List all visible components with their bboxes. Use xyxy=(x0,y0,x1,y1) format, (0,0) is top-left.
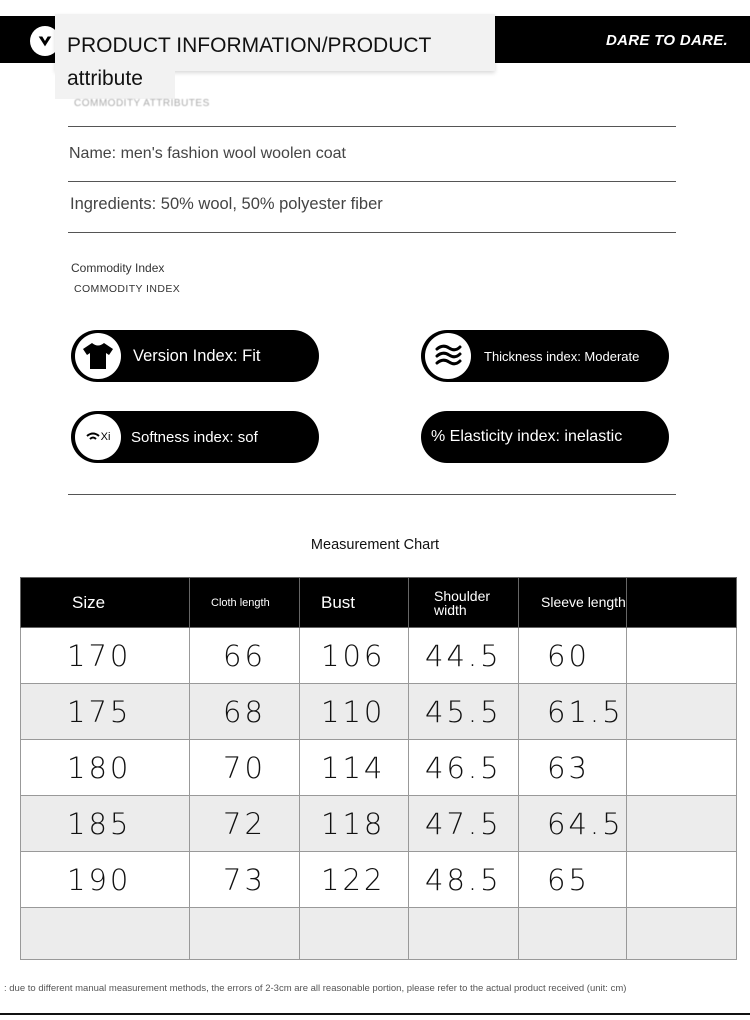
table-cell: 73 xyxy=(190,852,300,908)
table-cell: 106 xyxy=(300,628,409,684)
elasticity-index-text: % Elasticity index: inelastic xyxy=(431,428,623,445)
table-row xyxy=(21,628,737,684)
column-header: Bust xyxy=(300,578,409,628)
table-cell: 110 xyxy=(300,684,409,740)
table-cell: 63 xyxy=(519,740,627,796)
measurement-note: : due to different manual measurement methods, the errors of 2-3cm are all reasonable portion, please refer to the actual product received (unit: cm) xyxy=(4,983,627,994)
thickness-index-pill xyxy=(421,330,669,382)
table-cell xyxy=(627,684,737,740)
table-row xyxy=(21,740,737,796)
column-header: Cloth length xyxy=(190,578,300,628)
table-cell: 72 xyxy=(190,796,300,852)
product-name: Name: men's fashion wool woolen coat xyxy=(69,145,346,162)
brand-slogan: DARE TO DARE. xyxy=(606,32,728,49)
column-header: Sleeve length xyxy=(519,578,627,628)
table-cell: 61.5 xyxy=(519,684,627,740)
softness-index-text: Softness index: sof xyxy=(131,428,258,446)
divider xyxy=(68,232,676,233)
table-cell xyxy=(627,796,737,852)
table-cell: 180 xyxy=(21,740,190,796)
table-cell: 170 xyxy=(21,628,190,684)
measurement-table xyxy=(20,577,737,960)
table-cell xyxy=(627,908,737,960)
table-row xyxy=(21,852,737,908)
table-cell xyxy=(21,908,190,960)
page-title: PRODUCT INFORMATION/PRODUCT attribute xyxy=(67,34,432,90)
wifi-icon xyxy=(75,414,121,460)
measurement-chart-title: Measurement Chart xyxy=(310,537,440,553)
table-cell: 48.5 xyxy=(409,852,519,908)
table-row xyxy=(21,684,737,740)
commodity-index-label: Commodity Index xyxy=(71,261,165,275)
table-cell: 60 xyxy=(519,628,627,684)
layers-icon xyxy=(425,333,471,379)
divider xyxy=(68,126,676,127)
table-cell: 190 xyxy=(21,852,190,908)
table-cell: 68 xyxy=(190,684,300,740)
table-cell: 66 xyxy=(190,628,300,684)
divider xyxy=(68,181,676,182)
table-cell: 114 xyxy=(300,740,409,796)
table-cell: 47.5 xyxy=(409,796,519,852)
softness-index-pill xyxy=(71,411,319,463)
table-cell xyxy=(190,908,300,960)
table-cell: 70 xyxy=(190,740,300,796)
table-cell xyxy=(519,908,627,960)
table-header-row xyxy=(21,578,737,628)
divider xyxy=(68,494,676,495)
table-row xyxy=(21,796,737,852)
table-cell: 185 xyxy=(21,796,190,852)
product-ingredients: Ingredients: 50% wool, 50% polyester fiber xyxy=(70,195,383,213)
thickness-index-text: Thickness index: Moderate xyxy=(484,348,640,364)
table-cell: 65 xyxy=(519,852,627,908)
table-cell: 175 xyxy=(21,684,190,740)
elasticity-index-pill xyxy=(421,411,669,463)
column-header xyxy=(627,578,737,628)
table-cell xyxy=(627,628,737,684)
version-index-pill xyxy=(71,330,319,382)
table-cell: 122 xyxy=(300,852,409,908)
table-cell xyxy=(300,908,409,960)
table-row xyxy=(21,908,737,960)
column-header: Size xyxy=(21,578,190,628)
table-cell: 46.5 xyxy=(409,740,519,796)
softness-icon-text: Xi xyxy=(100,431,111,443)
page-subtitle: COMMODITY ATTRIBUTES xyxy=(74,98,210,109)
table-cell xyxy=(627,852,737,908)
version-index-text: Version Index: Fit xyxy=(133,346,261,365)
table-cell xyxy=(627,740,737,796)
column-header: Shoulder width xyxy=(409,578,519,628)
tshirt-icon xyxy=(75,333,121,379)
bottom-divider xyxy=(0,1013,750,1015)
commodity-index-sublabel: COMMODITY INDEX xyxy=(74,283,181,295)
table-cell xyxy=(409,908,519,960)
table-cell: 64.5 xyxy=(519,796,627,852)
table-cell: 118 xyxy=(300,796,409,852)
table-cell: 45.5 xyxy=(409,684,519,740)
table-cell: 44.5 xyxy=(409,628,519,684)
